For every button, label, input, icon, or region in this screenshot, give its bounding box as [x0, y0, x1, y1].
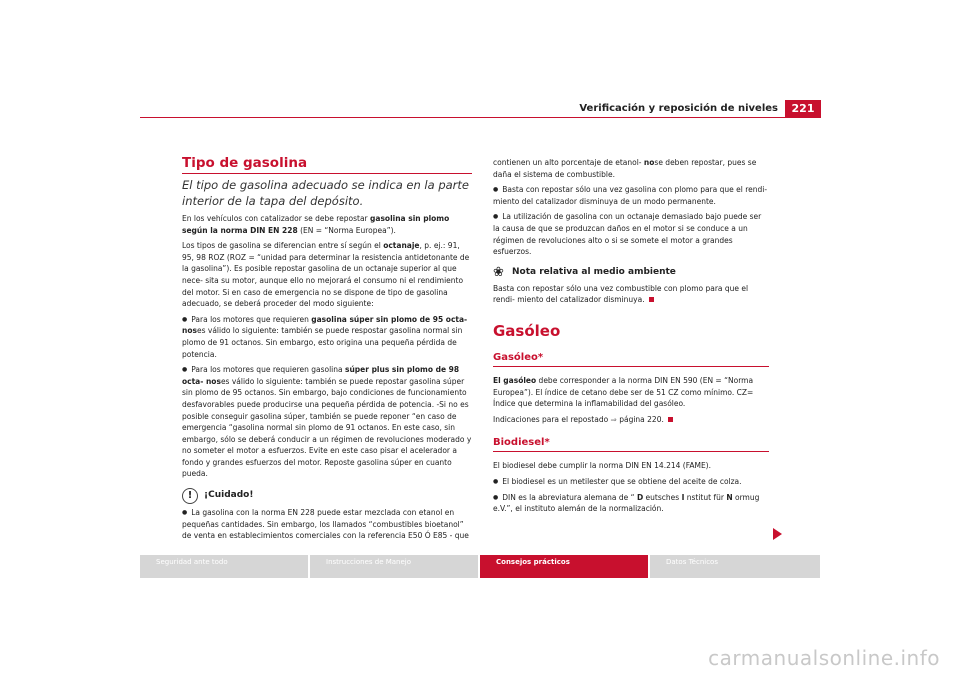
lead-text: El tipo de gasolina adecuado se indica en la parte interior de la tapa del depósito.: [182, 178, 469, 208]
subsection-title-biodiesel: Biodiesel*: [493, 437, 769, 452]
end-mark-icon: [649, 297, 654, 302]
paragraph-gasoleo: El gasóleo debe corresponder a la norma DIN EN 590 (EN = “Norma Europea”). El índice de cetano debe ser de 51 CZ como mínimo. CZ= Índice que determina la inflamabilidad del gasóleo.: [493, 375, 754, 409]
watermark: carmanualsonline.info: [708, 646, 940, 670]
paragraph-catalizador: En los vehículos con catalizador se debe repostar gasolina sin plomo según la norma DIN EN 228 (EN = “Norma Europea”).: [182, 214, 450, 235]
header-title: Verificación y reposición de niveles: [579, 103, 778, 114]
reference-arrow-icon: ⇒: [610, 414, 617, 424]
footer-tab-seguridad[interactable]: Seguridad ante todo: [140, 555, 308, 578]
next-page-arrow-icon[interactable]: [773, 528, 782, 540]
environment-heading: ❀ Nota relativa al medio ambiente: [493, 264, 676, 280]
paragraph-octanaje: Los tipos de gasolina se diferencian entre sí según el octanaje, p. ej.: 91, 95, 98 ROZ (ROZ = “unidad para determinar la resistencia antidetonante de la gasolina”). Es posible repostar gasolina de un octanaje superior al que nece- sita su motor, aunque ello no mejorará el consumo ni el rendimiento del motor. Si en caso de emergencia no se dispone de tipo de gasolina adecuado, se deberá proceder del modo siguiente:: [182, 241, 470, 309]
paragraph-repostado: Indicaciones para el repostado ⇒ página 220.: [493, 414, 769, 426]
footer-tab-consejos[interactable]: Consejos prácticos: [480, 555, 648, 578]
bullet-plomo: ● Basta con repostar sólo una vez gasolina con plomo para que el rendi- miento del catalizador disminuya de un modo permanente.: [493, 184, 769, 207]
bullet-95: ● Para los motores que requieren gasolina súper sin plomo de 95 octa- noses válido lo siguiente: también se puede respostar gasolina normal sin plomo de 91 octanos. Sin embargo, esto origina una pequeña pérdida de potencia.: [182, 314, 472, 360]
bullet-din: ● DIN es la abreviatura alemana de “ D eutsches I nstitut für N ormug e.V.”, el instituto alemán de la normalización.: [493, 492, 769, 515]
left-column: [182, 155, 472, 546]
environment-text: Basta con repostar sólo una vez combustible con plomo para que el rendi- miento del catalizador disminuya.: [493, 283, 749, 305]
caution-text: ● La gasolina con la norma EN 228 puede estar mezclada con etanol en pequeñas cantidades. Sin embargo, los llamados “combustibles bioetanol” de venta en establecimientos comerciales con la referencia E50 Ó E85 - que: [182, 507, 472, 542]
paragraph-biodiesel: El biodiesel debe cumplir la norma DIN EN 14.214 (FAME).: [493, 461, 711, 471]
section-title-gasoleo: Gasóleo: [493, 321, 561, 340]
right-column: [493, 157, 769, 519]
page-reference-link[interactable]: página 220.: [616, 414, 664, 424]
subsection-title-gasoleo: Gasóleo*: [493, 352, 769, 367]
section-title-gasolina: Tipo de gasolina: [182, 155, 472, 174]
header-rule: [140, 117, 820, 118]
caution-icon: !: [182, 488, 198, 504]
footer-tab-datos[interactable]: Datos Técnicos: [650, 555, 820, 578]
bullet-98: ● Para los motores que requieren gasolina súper plus sin plomo de 98 octa- noses válido lo siguiente: también se puede repostar gasolina súper sin plomo de 95 octanos. Sin embargo, bajo condiciones de funcionamiento desfavorables puede producirse una pequeña pérdida de potencia. -Si no es posible conseguir gasolina súper, también se puede reponer “en caso de emergencia “gasolina normal sin plomo de 91 octanos. En este caso, sin embargo, sólo se deberá conducir a un régimen de revoluciones moderado y no someter el motor a esfuerzos. Evite en este caso pisar el acelerador a fondo y grandes esfuerzos del motor. Reposte gasolina súper en cuanto pueda.: [182, 364, 472, 480]
bullet-metilester: ● El biodiesel es un metilester que se obtiene del aceite de colza.: [493, 476, 769, 488]
caution-heading: ! ¡Cuidado!: [182, 488, 472, 504]
bullet-octanaje-bajo: ● La utilización de gasolina con un octanaje demasiado bajo puede ser la causa de que se produzcan daños en el motor si se conduce a un régimen de revoluciones alto o si se somete el motor a grandes esfuerzos.: [493, 211, 769, 257]
end-mark-icon: [668, 417, 673, 422]
page-number: 221: [785, 100, 821, 118]
continued-text: contienen un alto porcentaje de etanol- nose deben repostar, pues se daña el sistema de combustible.: [493, 158, 757, 179]
footer-tab-instrucciones[interactable]: Instrucciones de Manejo: [310, 555, 478, 578]
flower-icon: ❀: [493, 264, 504, 280]
